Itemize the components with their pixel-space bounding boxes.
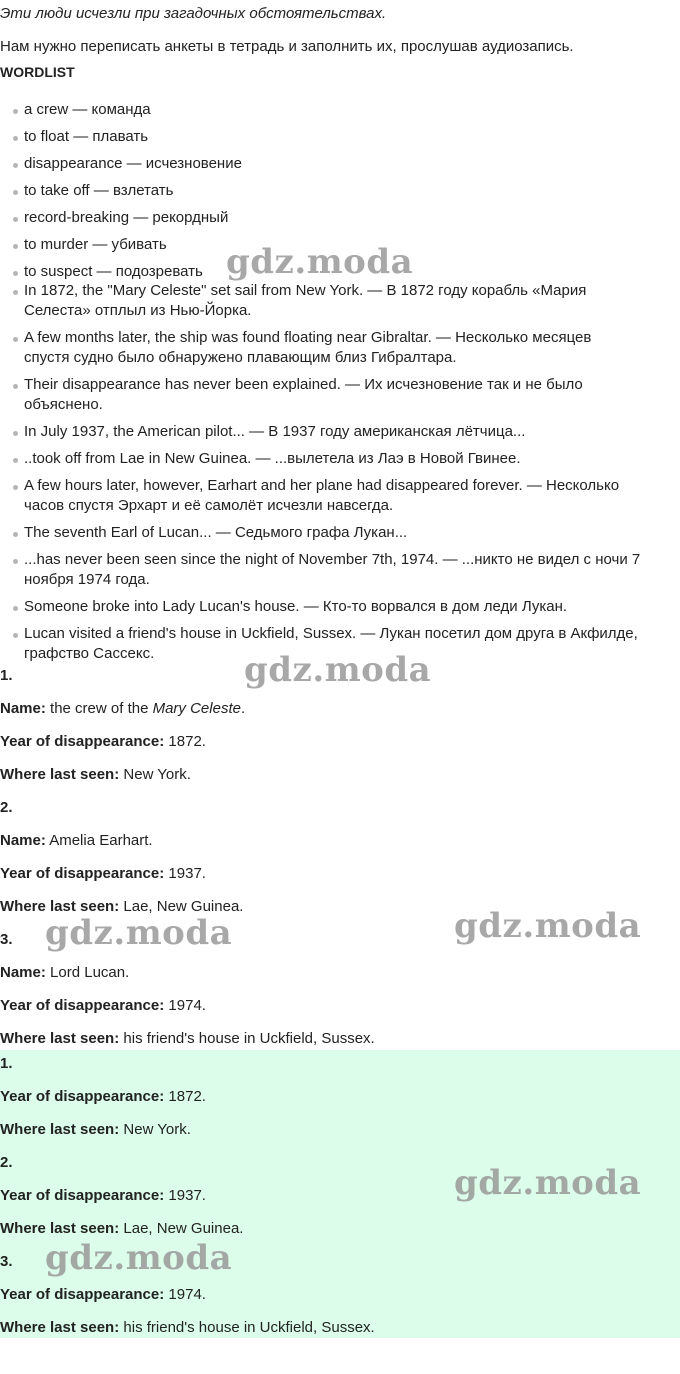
where-value: New York. bbox=[123, 1121, 191, 1138]
answer-number: 1. bbox=[0, 1055, 13, 1072]
where-label: Where last seen: bbox=[0, 766, 120, 783]
wordlist-item: ...has never been seen since the night of November 7th, 1974. — ...никто не видел с ночи 7 ноября 1974 года. bbox=[0, 550, 680, 597]
form-year-row bbox=[0, 996, 206, 1016]
name-value: Amelia Earhart. bbox=[49, 832, 153, 849]
intro-note: Эти люди исчезли при загадочных обстоятельствах. bbox=[0, 5, 387, 22]
wordlist-item: Lucan visited a friend's house in Uckfield, Sussex. — Лукан посетил дом друга в Акфилде, графство Сассекс. bbox=[0, 624, 680, 664]
name-value: Lord Lucan. bbox=[50, 964, 130, 981]
name-label: Name: bbox=[0, 700, 46, 717]
task-text: Нам нужно переписать анкеты в тетрадь и заполнить их, прослушав аудиозапись. bbox=[0, 38, 574, 55]
watermark-logo: gdz.moda bbox=[454, 1163, 642, 1203]
form-name-row: Name: the crew of the Mary Celeste. bbox=[0, 700, 246, 717]
year-label: Year of disappearance: bbox=[0, 865, 165, 882]
answer-year-row bbox=[0, 1087, 206, 1107]
wordlist-item: A few months later, the ship was found floating near Gibraltar. — Несколько месяцев спустя судно было обнаружено плавающим близ Гибралтара. bbox=[0, 328, 680, 375]
form-number: 3. bbox=[0, 931, 13, 948]
year-value: 1974. bbox=[168, 1286, 206, 1303]
answer-number: 3. bbox=[0, 1253, 13, 1270]
year-label: Year of disappearance: bbox=[0, 1286, 165, 1303]
wordlist-item: to float — плавать bbox=[0, 127, 680, 154]
form-year-row bbox=[0, 732, 206, 752]
wordlist-heading: WORDLIST bbox=[0, 64, 75, 80]
year-value: 1974. bbox=[168, 997, 206, 1014]
where-value: Lae, New Guinea. bbox=[123, 1220, 244, 1237]
wordlist-item: In July 1937, the American pilot... — В 1937 году американская лётчица... bbox=[0, 422, 680, 449]
where-value: his friend's house in Uckfield, Sussex. bbox=[123, 1030, 375, 1047]
wordlist-item: ..took off from Lae in New Guinea. — ...вылетела из Лаэ в Новой Гвинее. bbox=[0, 449, 680, 476]
answer-where-row bbox=[0, 1318, 375, 1338]
form-year-row bbox=[0, 864, 206, 884]
where-label: Where last seen: bbox=[0, 1121, 120, 1138]
where-value: New York. bbox=[123, 766, 191, 783]
wordlist-item: a crew — команда bbox=[0, 100, 680, 127]
year-label: Year of disappearance: bbox=[0, 733, 165, 750]
ship-name: Mary Celeste bbox=[152, 700, 241, 717]
year-label: Year of disappearance: bbox=[0, 1088, 165, 1105]
name-label: Name: bbox=[0, 832, 46, 849]
name-label: Name: bbox=[0, 964, 46, 981]
wordlist-item: record-breaking — рекордный bbox=[0, 208, 680, 235]
where-label: Where last seen: bbox=[0, 898, 120, 915]
where-label: Where last seen: bbox=[0, 1220, 120, 1237]
year-label: Year of disappearance: bbox=[0, 1187, 165, 1204]
form-where-row bbox=[0, 1029, 375, 1049]
answer-where-row bbox=[0, 1120, 191, 1140]
wordlist-item: The seventh Earl of Lucan... — Седьмого графа Лукан... bbox=[0, 523, 680, 550]
year-value: 1872. bbox=[168, 1088, 206, 1105]
wordlist-item: to suspect — подозревать bbox=[0, 262, 680, 282]
where-label: Where last seen: bbox=[0, 1319, 120, 1336]
where-value: Lae, New Guinea. bbox=[123, 898, 244, 915]
wordlist-item: disappearance — исчезновение bbox=[0, 154, 680, 181]
wordlist-sentences bbox=[0, 281, 680, 664]
watermark-logo: gdz.moda bbox=[454, 906, 642, 946]
watermark-logo: gdz.moda bbox=[45, 1238, 233, 1278]
form-name-row bbox=[0, 963, 129, 983]
watermark-logo: gdz.moda bbox=[244, 650, 432, 690]
year-label: Year of disappearance: bbox=[0, 997, 165, 1014]
wordlist-item: to murder — убивать bbox=[0, 235, 680, 262]
watermark-logo: gdz.moda bbox=[226, 242, 414, 282]
watermark-logo: gdz.moda bbox=[45, 913, 233, 953]
wordlist-item: In 1872, the "Mary Celeste" set sail from New York. — В 1872 году корабль «Мария Селеста» отплыл из Нью-Йорка. bbox=[0, 281, 680, 328]
form-name-row bbox=[0, 831, 153, 851]
where-value: his friend's house in Uckfield, Sussex. bbox=[123, 1319, 375, 1336]
wordlist-item: A few hours later, however, Earhart and her plane had disappeared forever. — Несколько часов спустя Эрхарт и её самолёт исчезли навсегда. bbox=[0, 476, 680, 523]
answer-number: 2. bbox=[0, 1154, 13, 1171]
answer-year-row bbox=[0, 1186, 206, 1206]
year-value: 1872. bbox=[168, 733, 206, 750]
answer-where-row bbox=[0, 1219, 243, 1239]
form-number: 1. bbox=[0, 667, 13, 684]
wordlist-item: Their disappearance has never been explained. — Их исчезновение так и не было объяснено. bbox=[0, 375, 680, 422]
where-label: Where last seen: bbox=[0, 1030, 120, 1047]
wordlist-item: Someone broke into Lady Lucan's house. — Кто-то ворвался в дом леди Лукан. bbox=[0, 597, 680, 624]
form-where-row bbox=[0, 765, 191, 785]
wordlist-item: to take off — взлетать bbox=[0, 181, 680, 208]
year-value: 1937. bbox=[168, 1187, 206, 1204]
answer-year-row bbox=[0, 1285, 206, 1305]
name-value: the crew of the bbox=[50, 700, 153, 717]
year-value: 1937. bbox=[168, 865, 206, 882]
form-number: 2. bbox=[0, 799, 13, 816]
